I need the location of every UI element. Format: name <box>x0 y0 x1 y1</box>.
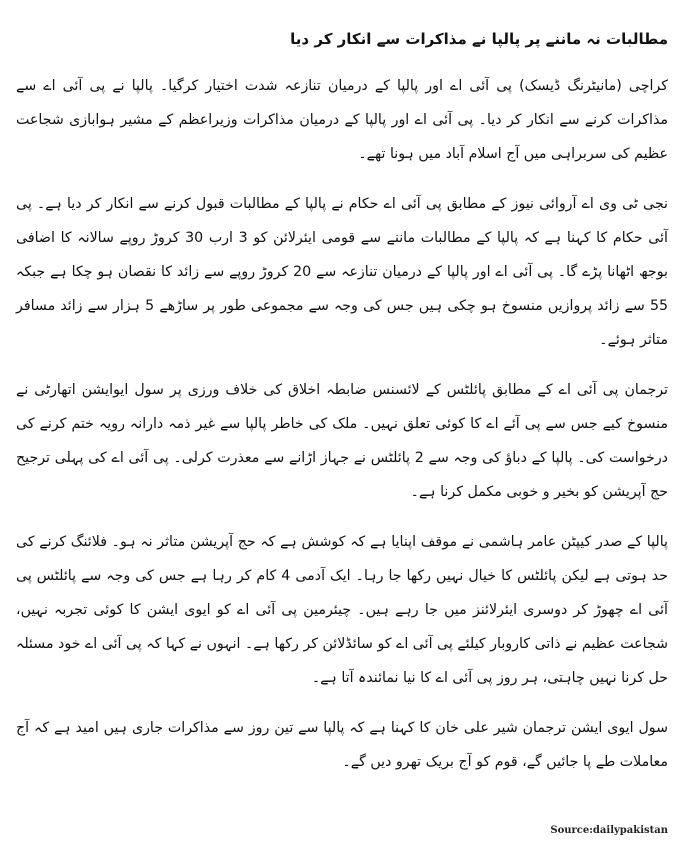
article-paragraph: ترجمان پی آئی اے کے مطابق پائلٹس کے لائسنس ضابطہ اخلاق کی خلاف ورزی پر سول ایوایشن اتھارٹی نے منسوخ کیے جس سے پی آئے اے کا کوئی تعلق نہیں۔ ملک کی خاطر پالپا سے غیر ذمہ دارانہ رویہ ختم کرنے کی درخواست کی۔ پالپا کے دباؤ کی وجہ سے 2 پائلٹس نے جہاز اڑانے سے معذرت کرلی۔ پی آئی اے کی پہلی ترجیح حج آپریشن کو بخیر و خوبی مکمل کرنا ہے۔ <box>16 382 668 500</box>
article-paragraph: پالپا کے صدر کیپٹن عامر ہاشمی نے موقف اپنایا ہے کہ کوشش ہے کہ حج آپریشن متاثر نہ ہو۔ فلائنگ کرنے کی حد ہوتی ہے لیکن پائلٹس کا خیال نہیں رکھا جا رہا۔ ایک آدمی 4 کام کر رہا ہے جس کی وجہ سے پائلٹس پی آئی اے چھوڑ کر دوسری ایئرلائنز میں جا رہے ہیں۔ چیئرمین پی آئی اے کو ایوی ایشن کا کوئی تجربہ نہیں، شجاعت عظیم نے ذاتی کاروبار کیلئے پی آئی اے کو سائڈلائن کر رکھا ہے۔ انہوں نے کہا کہ پی آئی اے خود مسئلہ حل کرنا نہیں چاہتی، ہر روز پی آئی اے کا نیا نمائندہ آتا ہے۔ <box>16 534 668 686</box>
source-credit: Source:dailypakistan <box>550 825 668 836</box>
article-paragraph: نجی ٹی وی اے آروائی نیوز کے مطابق پی آئی اے حکام نے پالپا کے مطالبات قبول کرنے سے انکار کر دیا ہے۔ پی آئی حکام کا کہنا ہے کہ پالپا کے مطالبات ماننے سے قومی ایئرلائن کو 3 ارب 30 کروڑ روپے سالانہ کا اضافی بوجھ اٹھانا پڑے گا۔ پی آئی اے اور پالپا کے درمیان تنازعہ سے 20 کروڑ روپے سے زائد کا نقصان ہو چکا ہے جبکہ 55 سے زائد پروازیں منسوخ ہو چکی ہیں جس کی وجہ سے مجموعی طور پر ساڑھے 5 ہزار سے زائد مسافر متاثر ہوئے۔ <box>16 196 668 348</box>
article-headline: مطالبات نہ ماننے پر پالپا نے مذاکرات سے انکار کر دیا <box>290 30 668 48</box>
article-paragraph: سول ایوی ایشن ترجمان شیر علی خان کا کہنا ہے کہ پالپا سے تین روز سے مذاکرات جاری ہیں امید ہے کہ آج معاملات طے پا جائیں گے، قوم کو آج بریک تھرو دیں گے۔ <box>16 720 668 770</box>
article-paragraph: کراچی (مانیٹرنگ ڈیسک) پی آئی اے اور پالپا کے درمیان تنازعہ شدت اختیار کرگیا۔ پالپا نے پی آئی اے سے مذاکرات کرنے سے انکار کر دیا۔ پی آئی اے اور پالپا کے درمیان مذاکرات وزیراعظم کے مشیر ہوابازی شجاعت عظیم کی سربراہی میں آج اسلام آباد میں ہونا تھے۔ <box>16 78 668 162</box>
article <box>16 26 668 795</box>
